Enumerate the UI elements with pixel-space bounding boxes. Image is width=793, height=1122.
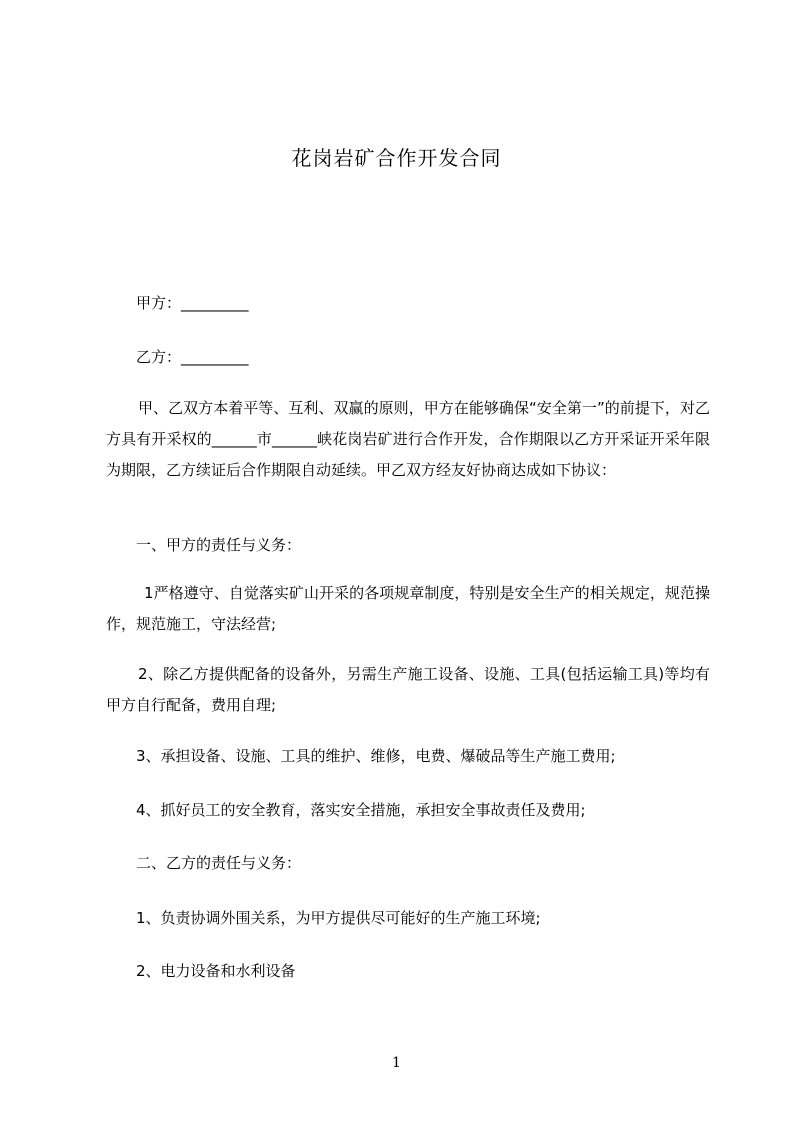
preamble-paragraph: 甲、乙双方本着平等、互利、双赢的原则，甲方在能够确保“安全第一”的前提下，对乙方具有开采权的______市______峡花岗岩矿进行合作开发，合作期限以乙方开采证开采年限为期限，乙方续证后合作期限自动延续。甲乙双方经友好协商达成如下协议： (106, 399, 710, 479)
section-1-item-2: 2、除乙方提供配备的设备外，另需生产施工设备、设施、工具(包括运输工具)等均有甲方自行配备，费用自理; (106, 665, 710, 714)
party-b-line: 乙方：_________ (136, 348, 249, 366)
page-number: 1 (392, 1055, 401, 1071)
section-1-item-4: 4、抓好员工的安全教育，落实安全措施，承担安全事故责任及费用; (136, 801, 586, 819)
section-1-item-3: 3、承担设备、设施、工具的维护、维修，电费、爆破品等生产施工费用; (136, 747, 616, 765)
party-a-line: 甲方：_________ (136, 294, 249, 312)
section-1-heading: 一、甲方的责任与义务： (136, 536, 302, 554)
section-2-item-2: 2、电力设备和水利设备 (136, 962, 296, 980)
document-title: 花岗岩矿合作开发合同 (291, 146, 502, 170)
section-2-heading: 二、乙方的责任与义务： (136, 854, 302, 872)
section-2-item-1: 1、负责协调外围关系，为甲方提供尽可能好的生产施工环境; (136, 909, 541, 927)
section-1-item-1: 1严格遵守、自觉落实矿山开采的各项规章制度，特别是安全生产的相关规定，规范操作，规范施工，守法经营; (106, 584, 710, 633)
